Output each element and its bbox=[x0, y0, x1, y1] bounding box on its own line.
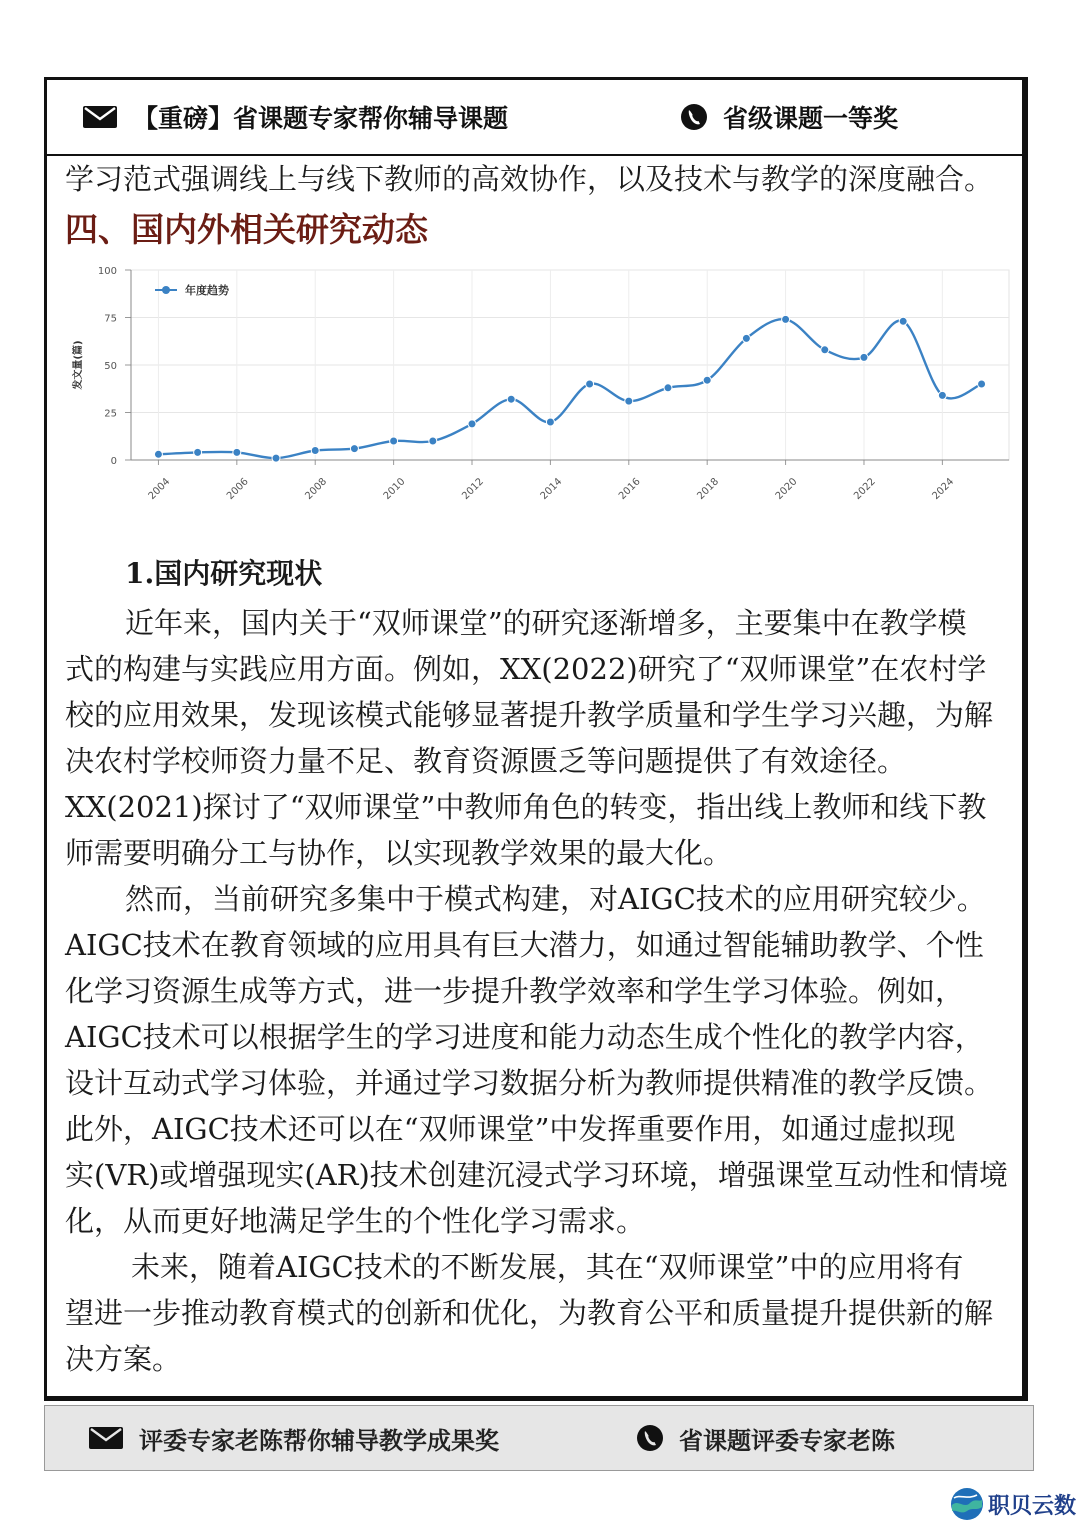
para2-line: 化，从而更好地满足学生的个性化学习需求。 bbox=[65, 1204, 646, 1238]
page-frame bbox=[44, 77, 1028, 1401]
chart-x-tick-label: 2004 bbox=[146, 476, 173, 502]
logo-text: 职贝云数 bbox=[988, 1493, 1077, 1519]
para3-line: 未来，随着AIGC技术的不断发展，其在“双师课堂”中的应用将有 bbox=[131, 1250, 964, 1284]
mail-icon bbox=[83, 106, 117, 128]
para2-line: AIGC技术在教育领域的应用具有巨大潜力，如通过智能辅助教学、个性 bbox=[65, 928, 984, 962]
chart-y-axis-label: 发文量(篇) bbox=[73, 340, 84, 390]
chart-data-point bbox=[742, 334, 750, 342]
footer-right-text: 省课题评委专家老陈 bbox=[679, 1426, 895, 1455]
chart-data-point bbox=[429, 437, 437, 445]
header-right[interactable] bbox=[681, 80, 898, 154]
chart-y-tick-label: 50 bbox=[104, 361, 117, 372]
chart-data-point bbox=[703, 376, 711, 384]
chart-data-point bbox=[860, 353, 868, 361]
para1-line: 近年来，国内关于“双师课堂”的研究逐渐增多，主要集中在教学模 bbox=[125, 606, 967, 640]
footer-left-text: 评委专家老陈帮你辅导教学成果奖 bbox=[139, 1426, 499, 1455]
footer-left[interactable] bbox=[89, 1406, 499, 1470]
chart-data-point bbox=[154, 450, 162, 458]
footer-right[interactable] bbox=[637, 1406, 895, 1470]
chart-x-tick-label: 2006 bbox=[225, 476, 251, 502]
chart-data-point bbox=[507, 395, 515, 403]
header-left[interactable] bbox=[83, 80, 508, 154]
chart-x-tick-label: 2018 bbox=[695, 476, 722, 502]
chart-data-point bbox=[899, 317, 907, 325]
chart-y-tick-label: 0 bbox=[110, 456, 117, 467]
chart-svg bbox=[59, 258, 1015, 548]
para3-line: 望进一步推动教育模式的创新和优化，为教育公平和质量提升提供新的解 bbox=[65, 1296, 994, 1330]
para2-line: 设计互动式学习体验，并通过学习数据分析为教师提供精准的教学反馈。 bbox=[65, 1066, 994, 1100]
chart-data-point bbox=[272, 454, 280, 462]
chart-data-point bbox=[194, 448, 202, 456]
para2-line: 此外，AIGC技术还可以在“双师课堂”中发挥重要作用，如通过虚拟现 bbox=[65, 1112, 956, 1146]
chart-data-point bbox=[821, 346, 829, 354]
chart-data-point bbox=[350, 445, 358, 453]
chart-x-tick-label: 2020 bbox=[773, 476, 800, 502]
chart-x-tick-label: 2014 bbox=[538, 476, 565, 502]
header-right-text: 省级课题一等奖 bbox=[723, 104, 899, 133]
chart-y-tick-label: 75 bbox=[104, 313, 117, 325]
paragraph-1 bbox=[65, 600, 1017, 876]
chart-x-tick-label: 2012 bbox=[460, 476, 486, 502]
paragraph-2 bbox=[65, 876, 1017, 1244]
para2-line: 实(VR)或增强现实(AR)技术创建沉浸式学习环境，增强课堂互动性和情境 bbox=[65, 1158, 1008, 1192]
chart-data-point bbox=[233, 448, 241, 456]
paragraph-3 bbox=[65, 1244, 1017, 1382]
chart-data-point bbox=[782, 315, 790, 323]
para1-line: 校的应用效果，发现该模式能够显著提升教学质量和学生学习兴趣，为解 bbox=[65, 698, 994, 732]
para1-line: 师需要明确分工与协作，以实现教学效果的最大化。 bbox=[65, 836, 733, 870]
trend-chart bbox=[59, 258, 1015, 548]
chart-data-point bbox=[938, 391, 946, 399]
para1-line: 决农村学校师资力量不足、教育资源匮乏等问题提供了有效途径。 bbox=[65, 744, 907, 778]
logo-globe-icon bbox=[950, 1487, 984, 1521]
chart-legend-label: 年度趋势 bbox=[185, 284, 229, 297]
para2-line: AIGC技术可以根据学生的学习进度和能力动态生成个性化的教学内容， bbox=[65, 1020, 984, 1054]
para2-line: 化学习资源生成等方式，进一步提升教学效率和学生学习体验。例如， bbox=[65, 974, 965, 1008]
mail-icon bbox=[89, 1427, 123, 1449]
intro-line: 学习范式强调线上与线下教师的高效协作，以及技术与教学的深度融合。 bbox=[65, 162, 994, 196]
header-bar bbox=[47, 80, 1022, 156]
chart-data-point bbox=[390, 437, 398, 445]
chart-data-point bbox=[311, 447, 319, 455]
chart-legend-marker bbox=[162, 286, 170, 294]
chart-data-point bbox=[468, 420, 476, 428]
chart-data-point bbox=[586, 380, 594, 388]
chart-data-point bbox=[978, 380, 986, 388]
subheading: 1.国内研究现状 bbox=[125, 557, 323, 590]
section-heading: 四、国内外相关研究动态 bbox=[65, 210, 428, 249]
para3-line: 决方案。 bbox=[65, 1342, 182, 1376]
chart-y-tick-label: 25 bbox=[104, 408, 117, 420]
para1-line: 式的构建与实践应用方面。例如，XX(2022)研究了“双师课堂”在农村学 bbox=[65, 652, 987, 686]
para2-line: 然而，当前研究多集中于模式构建，对AIGC技术的应用研究较少。 bbox=[125, 882, 986, 916]
chart-y-tick-label: 100 bbox=[97, 266, 117, 277]
phone-icon bbox=[681, 104, 707, 130]
chart-x-tick-label: 2010 bbox=[381, 476, 408, 502]
chart-series-line bbox=[158, 319, 981, 458]
brand-logo[interactable] bbox=[950, 1484, 1076, 1524]
chart-data-point bbox=[546, 418, 554, 426]
chart-data-point bbox=[664, 384, 672, 392]
footer-bar bbox=[44, 1405, 1034, 1471]
para1-line: XX(2021)探讨了“双师课堂”中教师角色的转变，指出线上教师和线下教 bbox=[65, 790, 987, 824]
content-area bbox=[65, 160, 1017, 1382]
chart-x-tick-label: 2016 bbox=[616, 476, 643, 502]
header-left-text: 【重磅】省课题专家帮你辅导课题 bbox=[133, 104, 509, 133]
phone-icon bbox=[637, 1425, 663, 1451]
chart-x-tick-label: 2024 bbox=[930, 476, 957, 502]
chart-data-point bbox=[625, 397, 633, 405]
chart-x-tick-label: 2022 bbox=[852, 476, 878, 502]
chart-x-tick-label: 2008 bbox=[303, 476, 330, 502]
